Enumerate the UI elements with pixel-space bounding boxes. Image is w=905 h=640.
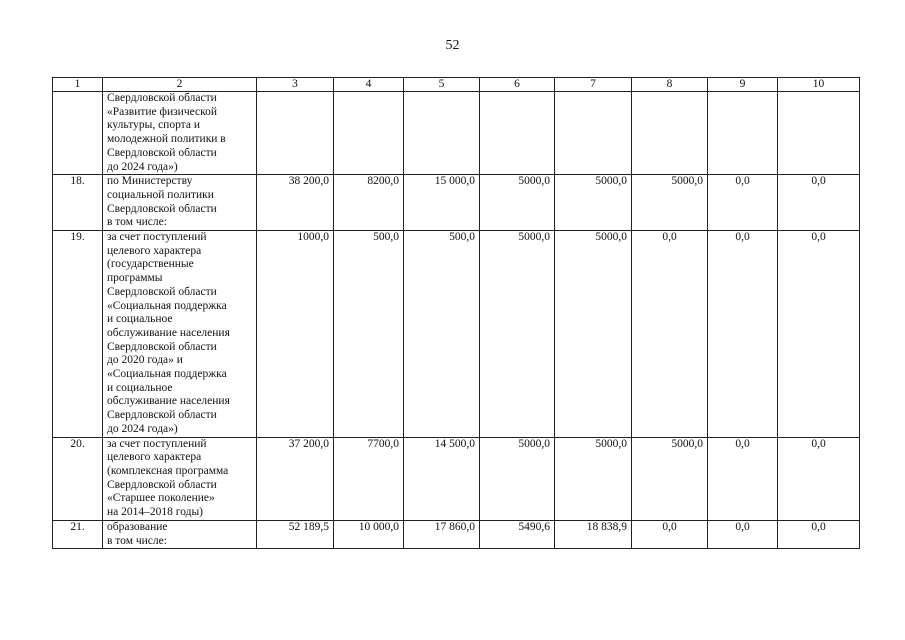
- description-line: Свердловской области: [107, 202, 217, 215]
- description-line: социальной политики: [107, 188, 214, 201]
- description-line: до 2024 года»): [107, 422, 178, 435]
- column-header: 5: [404, 78, 480, 92]
- description-line: Свердловской области: [107, 146, 217, 159]
- description-line: Свердловской области: [107, 340, 217, 353]
- value-cell: 5000,0: [555, 437, 632, 520]
- value-cell: 18 838,9: [555, 520, 632, 548]
- description-line: образование: [107, 520, 168, 533]
- description-line: в том числе:: [107, 534, 167, 547]
- row-description: [103, 437, 257, 520]
- value-cell: [404, 92, 480, 175]
- value-cell: 5000,0: [555, 175, 632, 231]
- value-cell: 0,0: [708, 520, 778, 548]
- description-line: за счет поступлений: [107, 437, 207, 450]
- value-cell: 7700,0: [334, 437, 404, 520]
- value-cell: 0,0: [708, 175, 778, 231]
- value-cell: 10 000,0: [334, 520, 404, 548]
- description-line: Свердловской области: [107, 409, 217, 422]
- description-line: программы: [107, 272, 163, 285]
- column-header: 3: [257, 78, 334, 92]
- value-cell: 0,0: [708, 231, 778, 438]
- description-line: (комплексная программа: [107, 464, 229, 477]
- table-row: [53, 520, 860, 548]
- description-line: и социальное: [107, 313, 173, 326]
- table-row: [53, 437, 860, 520]
- value-cell: 0,0: [778, 437, 860, 520]
- value-cell: [708, 92, 778, 175]
- column-header: 10: [778, 78, 860, 92]
- row-number: 20.: [53, 437, 103, 520]
- table-header: [53, 78, 860, 92]
- value-cell: 0,0: [778, 175, 860, 231]
- column-header: 4: [334, 78, 404, 92]
- value-cell: 0,0: [708, 437, 778, 520]
- column-header: 1: [53, 78, 103, 92]
- row-number: [53, 92, 103, 175]
- row-description: [103, 92, 257, 175]
- value-cell: 14 500,0: [404, 437, 480, 520]
- value-cell: 500,0: [334, 231, 404, 438]
- description-line: Свердловской области: [107, 92, 217, 104]
- value-cell: 5000,0: [632, 437, 708, 520]
- table-row: [53, 92, 860, 175]
- description-line: по Министерству: [107, 175, 193, 188]
- description-line: и социальное: [107, 381, 173, 394]
- description-line: обслуживание населения: [107, 326, 230, 339]
- description-line: до 2020 года» и: [107, 354, 183, 367]
- column-header: 9: [708, 78, 778, 92]
- row-description: [103, 231, 257, 438]
- description-line: «Социальная поддержка: [107, 299, 227, 312]
- column-header: 6: [480, 78, 555, 92]
- value-cell: 38 200,0: [257, 175, 334, 231]
- value-cell: 5000,0: [632, 175, 708, 231]
- description-line: на 2014–2018 годы): [107, 506, 204, 519]
- row-number: 19.: [53, 231, 103, 438]
- budget-table: [52, 77, 860, 549]
- column-header: 7: [555, 78, 632, 92]
- column-header: 2: [103, 78, 257, 92]
- description-line: за счет поступлений: [107, 231, 207, 244]
- description-line: Свердловской области: [107, 285, 217, 298]
- value-cell: 5000,0: [555, 231, 632, 438]
- value-cell: 0,0: [632, 520, 708, 548]
- value-cell: [480, 92, 555, 175]
- row-number: 18.: [53, 175, 103, 231]
- description-line: молодежной политики в: [107, 133, 226, 146]
- value-cell: 0,0: [778, 231, 860, 438]
- row-number: 21.: [53, 520, 103, 548]
- row-description: [103, 175, 257, 231]
- value-cell: 0,0: [632, 231, 708, 438]
- header-row: [53, 78, 860, 92]
- value-cell: [334, 92, 404, 175]
- description-line: культуры, спорта и: [107, 119, 200, 132]
- value-cell: 0,0: [778, 520, 860, 548]
- description-line: целевого характера: [107, 244, 202, 257]
- row-description: [103, 520, 257, 548]
- table-row: [53, 231, 860, 438]
- description-line: «Социальная поддержка: [107, 368, 227, 381]
- value-cell: 15 000,0: [404, 175, 480, 231]
- value-cell: 5000,0: [480, 175, 555, 231]
- description-line: (государственные: [107, 258, 194, 271]
- value-cell: [555, 92, 632, 175]
- value-cell: 37 200,0: [257, 437, 334, 520]
- description-line: до 2024 года»): [107, 160, 178, 173]
- description-line: «Старшее поколение»: [107, 492, 215, 505]
- table-body: [53, 92, 860, 549]
- value-cell: 17 860,0: [404, 520, 480, 548]
- description-line: в том числе:: [107, 216, 167, 229]
- value-cell: 52 189,5: [257, 520, 334, 548]
- page-number: 52: [445, 38, 460, 53]
- value-cell: 5000,0: [480, 437, 555, 520]
- value-cell: [632, 92, 708, 175]
- value-cell: 8200,0: [334, 175, 404, 231]
- description-line: целевого характера: [107, 451, 202, 464]
- description-line: обслуживание населения: [107, 395, 230, 408]
- column-header: 8: [632, 78, 708, 92]
- table-row: [53, 175, 860, 231]
- value-cell: 500,0: [404, 231, 480, 438]
- value-cell: 5000,0: [480, 231, 555, 438]
- description-line: Свердловской области: [107, 478, 217, 491]
- value-cell: 1000,0: [257, 231, 334, 438]
- description-line: «Развитие физической: [107, 105, 218, 118]
- value-cell: [778, 92, 860, 175]
- value-cell: 5490,6: [480, 520, 555, 548]
- value-cell: [257, 92, 334, 175]
